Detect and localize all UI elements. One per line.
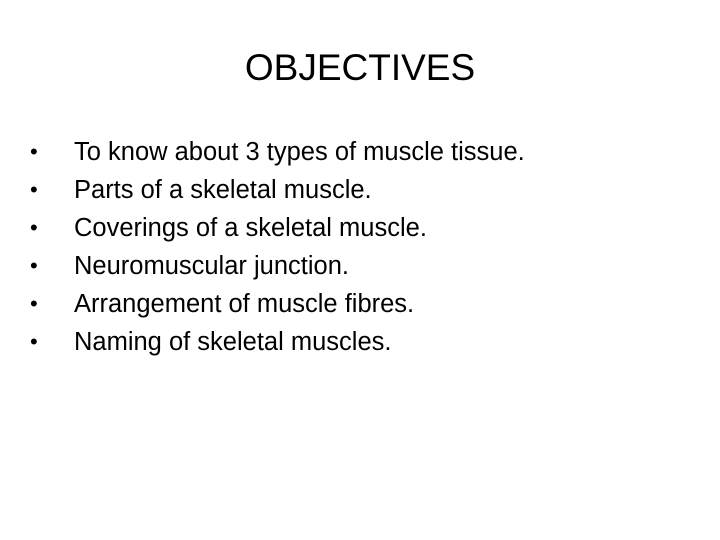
- list-item-text: Naming of skeletal muscles.: [74, 328, 392, 356]
- list-item-text: To know about 3 types of muscle tissue.: [74, 138, 525, 166]
- bullet-icon: •: [30, 139, 38, 164]
- list-item-text: Parts of a skeletal muscle.: [74, 176, 372, 204]
- list-item-text: Coverings of a skeletal muscle.: [74, 214, 427, 242]
- bullet-icon: •: [30, 329, 38, 354]
- list-item: [30, 323, 525, 361]
- list-item: [30, 133, 525, 171]
- bullet-icon: •: [30, 291, 38, 316]
- list-item: [30, 171, 525, 209]
- bullet-icon: •: [30, 253, 38, 278]
- bullet-icon: •: [30, 215, 38, 240]
- list-item-text: Neuromuscular junction.: [74, 252, 349, 280]
- list-item: [30, 247, 525, 285]
- list-item: [30, 285, 525, 323]
- objectives-list: [30, 133, 525, 361]
- list-item: [30, 209, 525, 247]
- slide-title: OBJECTIVES: [244, 47, 476, 88]
- bullet-icon: •: [30, 177, 38, 202]
- list-item-text: Arrangement of muscle fibres.: [74, 290, 415, 318]
